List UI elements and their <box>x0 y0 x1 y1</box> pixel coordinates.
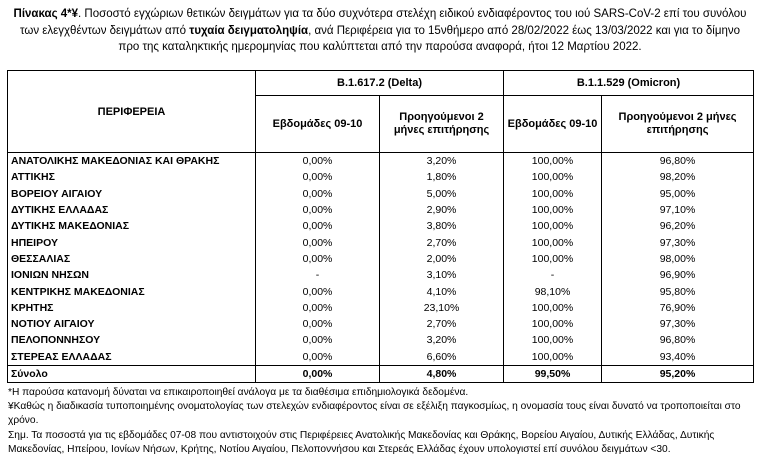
region-name: ΑΤΤΙΚΗΣ <box>8 169 256 185</box>
table-row <box>8 267 754 283</box>
total-label: Σύνολο <box>8 365 256 382</box>
delta-weeks-value: 0,00% <box>256 365 380 382</box>
omicron-two-months-value: 93,40% <box>602 349 754 366</box>
delta-weeks-value: - <box>256 267 380 283</box>
region-name: ΔΥΤΙΚΗΣ ΕΛΛΑΔΑΣ <box>8 202 256 218</box>
omicron-two-months-value: 95,80% <box>602 283 754 299</box>
omicron-weeks-value: 100,00% <box>504 234 602 250</box>
delta-two-months-value: 4,80% <box>380 365 504 382</box>
caption-emphasis: τυχαία δειγματοληψία <box>189 24 309 37</box>
omicron-two-months-value: 98,00% <box>602 251 754 267</box>
caption-text-2: , ανά Περιφέρεια για το 15νθήμερο από 28/02/2022 έως 13/03/2022 και για το δίμηνο προ της καταληκτικής ημερομηνίας που καλύπτεται από την παρούσα αναφορά, ήτοι 12 Μαρτίου 2022. <box>118 24 741 53</box>
delta-weeks-header: Εβδομάδες 09-10 <box>256 96 380 153</box>
omicron-weeks-value: 99,50% <box>504 365 602 382</box>
omicron-weeks-value: 100,00% <box>504 153 602 170</box>
caption-text-1: . Ποσοστό εγχώριων θετικών δειγμάτων για τα δύο συχνότερα στελέχη ειδικού ενδιαφέροντος του ιού SARS-CoV-2 επί του συνόλου των ελεγχθέντων δειγμάτων από <box>19 8 747 37</box>
table-body <box>8 153 754 383</box>
omicron-weeks-value: 100,00% <box>504 251 602 267</box>
omicron-weeks-value: 100,00% <box>504 316 602 332</box>
delta-two-months-value: 5,00% <box>380 186 504 202</box>
region-name: ΗΠΕΙΡΟΥ <box>8 234 256 250</box>
delta-two-months-value: 3,20% <box>380 153 504 170</box>
table-row <box>8 251 754 267</box>
delta-variant-header: B.1.617.2 (Delta) <box>256 71 504 96</box>
delta-weeks-value: 0,00% <box>256 234 380 250</box>
delta-weeks-value: 0,00% <box>256 332 380 348</box>
region-name: ΚΕΝΤΡΙΚΗΣ ΜΑΚΕΔΟΝΙΑΣ <box>8 283 256 299</box>
delta-two-months-value: 3,10% <box>380 267 504 283</box>
region-name: ΒΟΡΕΙΟΥ ΑΙΓΑΙΟΥ <box>8 186 256 202</box>
delta-two-months-value: 23,10% <box>380 300 504 316</box>
table-row <box>8 283 754 299</box>
table-row <box>8 202 754 218</box>
delta-weeks-value: 0,00% <box>256 300 380 316</box>
omicron-weeks-value: 100,00% <box>504 186 602 202</box>
delta-two-months-value: 3,80% <box>380 218 504 234</box>
omicron-weeks-value: 100,00% <box>504 349 602 366</box>
footnote-yen: ¥Καθώς η διαδικασία τυποποιημένης ονοματολογίας των στελεχών ενδιαφέροντος είναι σε εξέλιξη παγκοσμίως, η ονομασία τους είναι δυνατό να τροποποιείται στο χρόνο. <box>8 401 741 427</box>
omicron-weeks-value: 100,00% <box>504 218 602 234</box>
region-name: ΝΟΤΙΟΥ ΑΙΓΑΙΟΥ <box>8 316 256 332</box>
delta-two-months-value: 3,20% <box>380 332 504 348</box>
table-row <box>8 186 754 202</box>
region-name: ΙΟΝΙΩΝ ΝΗΣΩΝ <box>8 267 256 283</box>
footnote-remark: Σημ. Τα ποσοστά για τις εβδομάδες 07-08 που αντιστοιχούν στις Περιφέρειες Ανατολικής Μακεδονίας και Θράκης, Βορείου Αιγαίου, Δυτικής Ελλάδας, Δυτικής Μακεδονίας, Ηπείρου, Ιονίων Νήσων, Κρήτης, Νοτίου Αιγαίου, Πελοποννήσου και Στερεάς Ελλάδας έχουν υπολογιστεί επί συνόλου δειγμάτων <30. <box>8 429 715 455</box>
omicron-variant-header: B.1.1.529 (Omicron) <box>504 71 754 96</box>
omicron-two-months-value: 76,90% <box>602 300 754 316</box>
omicron-two-months-header: Προηγούμενοι 2 μήνες επιτήρησης <box>602 96 754 153</box>
delta-weeks-value: 0,00% <box>256 153 380 170</box>
table-caption <box>8 6 752 56</box>
table-row <box>8 218 754 234</box>
total-row <box>8 365 754 382</box>
region-name: ΚΡΗΤΗΣ <box>8 300 256 316</box>
omicron-two-months-value: 95,20% <box>602 365 754 382</box>
omicron-two-months-value: 97,10% <box>602 202 754 218</box>
delta-two-months-value: 4,10% <box>380 283 504 299</box>
delta-two-months-value: 2,00% <box>380 251 504 267</box>
delta-two-months-value: 2,70% <box>380 234 504 250</box>
delta-two-months-header: Προηγούμενοι 2 μήνες επιτήρησης <box>380 96 504 153</box>
omicron-weeks-value: 100,00% <box>504 202 602 218</box>
region-column-header: ΠΕΡΙΦΕΡΕΙΑ <box>8 71 256 153</box>
omicron-weeks-value: 100,00% <box>504 332 602 348</box>
variants-table <box>7 70 754 383</box>
omicron-two-months-value: 96,90% <box>602 267 754 283</box>
region-name: ΣΤΕΡΕΑΣ ΕΛΛΑΔΑΣ <box>8 349 256 366</box>
delta-weeks-value: 0,00% <box>256 218 380 234</box>
omicron-weeks-header: Εβδομάδες 09-10 <box>504 96 602 153</box>
omicron-weeks-value: - <box>504 267 602 283</box>
omicron-two-months-value: 96,20% <box>602 218 754 234</box>
delta-weeks-value: 0,00% <box>256 283 380 299</box>
table-row <box>8 349 754 366</box>
table-row <box>8 316 754 332</box>
region-name: ΘΕΣΣΑΛΙΑΣ <box>8 251 256 267</box>
region-name: ΑΝΑΤΟΛΙΚΗΣ ΜΑΚΕΔΟΝΙΑΣ ΚΑΙ ΘΡΑΚΗΣ <box>8 153 256 170</box>
omicron-two-months-value: 97,30% <box>602 316 754 332</box>
delta-weeks-value: 0,00% <box>256 251 380 267</box>
table-row <box>8 332 754 348</box>
region-name: ΠΕΛΟΠΟΝΝΗΣΟΥ <box>8 332 256 348</box>
footnotes <box>8 386 752 457</box>
footnote-asterisk: *Η παρούσα κατανομή δύναται να επικαιροποιηθεί ανάλογα με τα διαθέσιμα επιδημιολογικά δεδομένα. <box>8 387 469 398</box>
omicron-two-months-value: 97,30% <box>602 234 754 250</box>
delta-weeks-value: 0,00% <box>256 186 380 202</box>
delta-weeks-value: 0,00% <box>256 202 380 218</box>
omicron-two-months-value: 96,80% <box>602 332 754 348</box>
caption-label: Πίνακας 4*¥ <box>13 8 79 20</box>
omicron-weeks-value: 98,10% <box>504 283 602 299</box>
delta-two-months-value: 2,90% <box>380 202 504 218</box>
table-row <box>8 153 754 170</box>
table-row <box>8 300 754 316</box>
delta-weeks-value: 0,00% <box>256 316 380 332</box>
table-row <box>8 234 754 250</box>
delta-two-months-value: 1,80% <box>380 169 504 185</box>
delta-two-months-value: 2,70% <box>380 316 504 332</box>
omicron-two-months-value: 96,80% <box>602 153 754 170</box>
omicron-weeks-value: 100,00% <box>504 300 602 316</box>
region-name: ΔΥΤΙΚΗΣ ΜΑΚΕΔΟΝΙΑΣ <box>8 218 256 234</box>
delta-two-months-value: 6,60% <box>380 349 504 366</box>
omicron-weeks-value: 100,00% <box>504 169 602 185</box>
delta-weeks-value: 0,00% <box>256 349 380 366</box>
delta-weeks-value: 0,00% <box>256 169 380 185</box>
omicron-two-months-value: 95,00% <box>602 186 754 202</box>
table-row <box>8 169 754 185</box>
omicron-two-months-value: 98,20% <box>602 169 754 185</box>
